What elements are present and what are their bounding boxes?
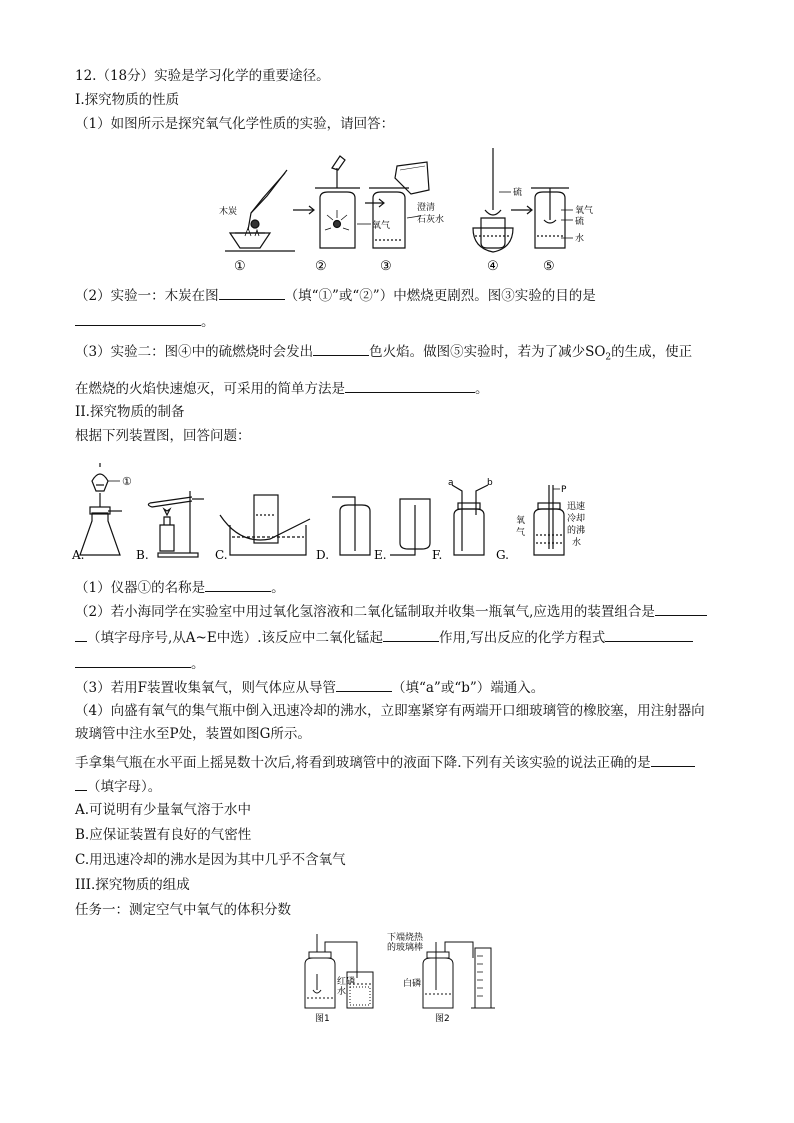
p2-text-b: （填字母序号,从A~E中选）.该反应中二氧化锰起 [87, 630, 383, 646]
q3-blank-1[interactable] [313, 341, 369, 356]
caption-fig2: 图2 [435, 1014, 450, 1024]
label-g-text-3: 的沸 [567, 526, 586, 536]
question-2-line-2 [75, 311, 215, 332]
label-red-p: 红磷 [337, 977, 356, 987]
p2-text-c: 作用,写出反应的化学方程式 [439, 630, 606, 646]
label-tube-b: b [487, 478, 493, 488]
p2-blank-3a[interactable] [605, 627, 693, 642]
p4-blank-a[interactable] [651, 752, 695, 767]
label-P: P [561, 485, 567, 495]
p4-blank-b[interactable] [75, 776, 87, 791]
part2-q4-line-2: 玻璃管中注水至P处，装置如图G所示。 [75, 726, 311, 742]
label-water-3: 水 [337, 987, 347, 997]
section-1-title: I.探究物质的性质 [75, 92, 180, 108]
label-oxygen-2: 氧气 [575, 206, 594, 216]
part2-q2-line-3 [75, 653, 205, 674]
p2-text-a: （2）若小海同学在实验室中用过氧化氢溶液和二氧化锰制取并收集一瓶氧气,应选用的装置组合是 [75, 604, 655, 620]
question-3-line-1 [75, 341, 692, 368]
label-limewater-2: 石灰水 [417, 215, 445, 225]
option-a: A.可说明有少量氧气溶于水中 [75, 802, 252, 818]
part2-q4-line-4 [75, 776, 161, 797]
q3-blank-2[interactable] [345, 378, 475, 393]
q3-text-e: 。 [475, 381, 489, 397]
q2-blank-1[interactable] [219, 285, 285, 300]
label-C: C. [215, 548, 228, 562]
q3-text-b: 色火焰。做图⑤实验时，若为了减少SO [369, 344, 606, 360]
section-3-title: III.探究物质的组成 [75, 877, 190, 893]
q3-text-d: 在燃烧的火焰快速熄灭，可采用的简单方法是 [75, 381, 345, 397]
label-oxygen: 氧气 [372, 221, 391, 231]
question-3-line-2 [75, 378, 489, 399]
p2-blank-1a[interactable] [655, 601, 707, 616]
q3-subscript: 2 [605, 352, 612, 363]
label-G: G. [496, 548, 509, 562]
fig-number-4: ④ [487, 259, 499, 273]
part2-q3 [75, 677, 544, 698]
label-circle-1: ① [122, 475, 132, 488]
label-B: B. [136, 548, 149, 562]
part2-q1 [75, 577, 285, 598]
caption-fig1: 图1 [315, 1014, 330, 1024]
q2-text-a: （2）实验一：木炭在图 [75, 288, 219, 304]
p2-text-d: 。 [191, 656, 205, 672]
q2-text-c: 。 [201, 314, 215, 330]
p1-text-a: （1）仪器①的名称是 [75, 580, 206, 596]
q2-text-b: （填“①”或“②”）中燃烧更剧烈。图③实验的目的是 [284, 288, 596, 304]
part2-q4-line-1: （4）向盛有氧气的集气瓶中倒入迅速冷却的沸水，立即塞紧穿有两端开口细玻璃管的橡胶塞，用注射器向 [75, 703, 705, 719]
p3-text-b: （填“a”或“b”）端通入。 [391, 680, 545, 696]
label-sulfur: 硫 [513, 188, 523, 198]
label-A: A. [72, 548, 85, 562]
part2-q2-line-1 [75, 601, 707, 622]
label-D: D. [316, 548, 330, 562]
p2-blank-3b[interactable] [75, 653, 191, 668]
question-2-line-1 [75, 285, 596, 306]
label-g-text-1: 迅速 [567, 502, 586, 512]
p2-blank-1b[interactable] [75, 627, 87, 642]
label-F: F. [432, 548, 443, 562]
q3-text-c: 的生成，使正 [611, 344, 693, 360]
label-rod-1: 下端烧热 [387, 933, 424, 943]
fig-number-1: ① [234, 259, 246, 273]
figure-apparatus [70, 455, 630, 567]
figure-oxygen-volume [295, 928, 515, 1024]
question-1-text: （1）如图所示是探究氧气化学性质的实验，请回答： [75, 116, 395, 132]
label-limewater-1: 澄清 [417, 203, 436, 213]
figure-oxygen-experiments [215, 148, 595, 273]
section-2-intro: 根据下列装置图，回答问题： [75, 428, 251, 444]
label-g-text-4: 水 [572, 538, 582, 548]
q3-text-a: （3）实验二：图④中的硫燃烧时会发出 [75, 344, 314, 360]
option-c: C.用迅速冷却的沸水是因为其中几乎不含氧气 [75, 852, 346, 868]
label-E: E. [374, 548, 387, 562]
p2-blank-2[interactable] [383, 627, 439, 642]
p3-text-a: （3）若用F装置收集氧气，则气体应从导管 [75, 680, 336, 696]
fig-number-3: ③ [380, 259, 392, 273]
p1-blank[interactable] [205, 577, 271, 592]
task-1: 任务一：测定空气中氧气的体积分数 [75, 902, 291, 918]
question-header: 12.（18分）实验是学习化学的重要途径。 [75, 68, 330, 84]
label-g-oxygen-1: 氧 [516, 516, 526, 526]
part2-q4-line-3 [75, 752, 695, 773]
p4-text-c: 手拿集气瓶在水平面上摇晃数十次后,将看到玻璃管中的液面下降.下列有关该实验的说法正确的是 [75, 755, 651, 771]
part2-q2-line-2 [75, 627, 693, 648]
q2-blank-2[interactable] [75, 311, 201, 326]
fig-number-2: ② [315, 259, 327, 273]
p4-text-d: （填字母）。 [87, 779, 162, 795]
fig-number-5: ⑤ [543, 259, 555, 273]
label-sulfur-2: 硫 [575, 217, 585, 227]
p3-blank[interactable] [336, 677, 392, 692]
label-water: 水 [575, 234, 585, 244]
option-b: B.应保证装置有良好的气密性 [75, 827, 252, 843]
label-g-oxygen-2: 气 [516, 528, 526, 538]
label-white-p: 白磷 [403, 979, 422, 989]
section-2-title: II.探究物质的制备 [75, 404, 185, 420]
label-rod-2: 的玻璃棒 [387, 943, 424, 953]
label-charcoal: 木炭 [219, 207, 238, 217]
p1-text-b: 。 [271, 580, 285, 596]
label-g-text-2: 冷却 [567, 514, 586, 524]
label-tube-a: a [448, 478, 454, 488]
